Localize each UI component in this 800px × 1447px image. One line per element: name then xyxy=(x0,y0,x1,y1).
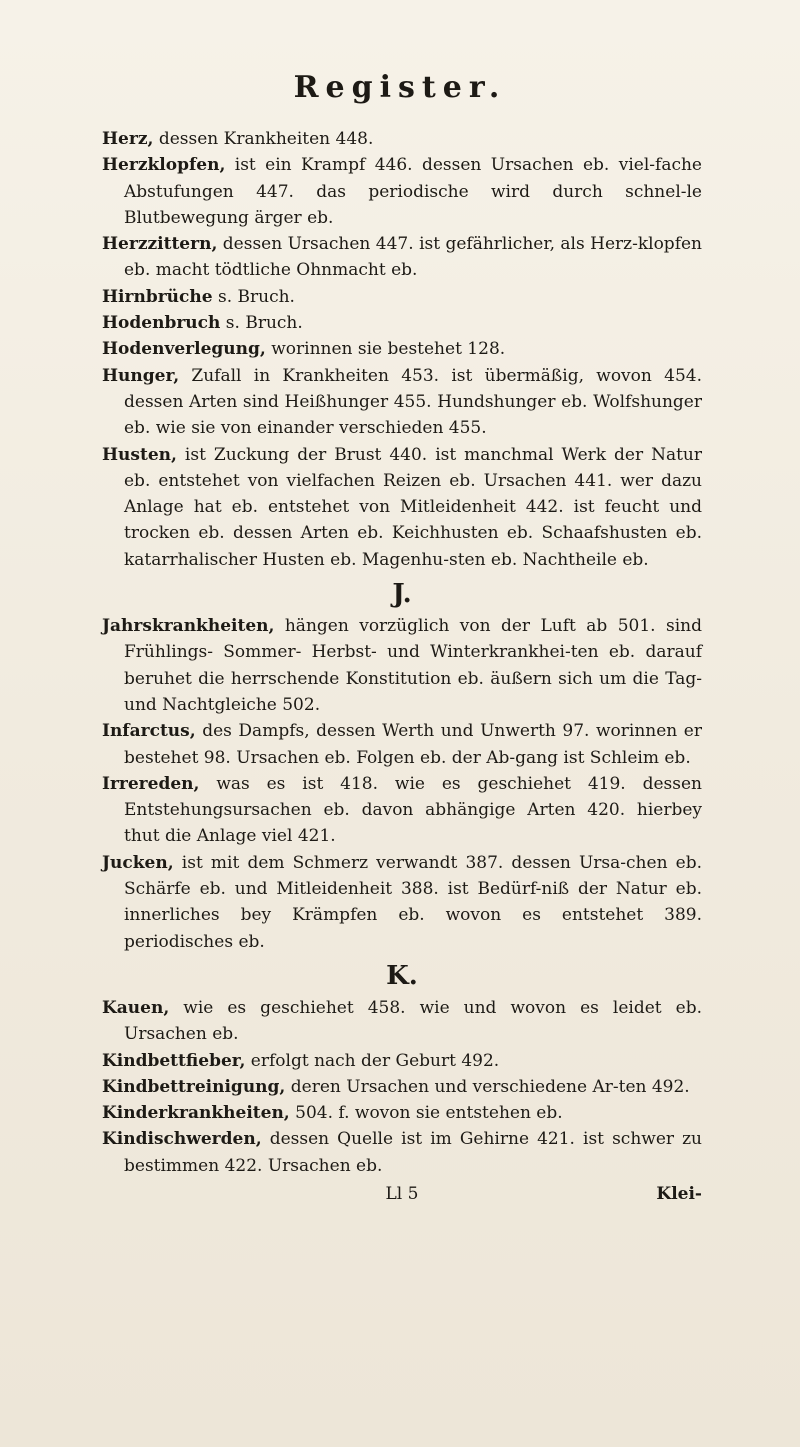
register-entry xyxy=(102,363,702,442)
entry-headword: Hirnbrüche xyxy=(102,286,213,307)
entry-text: 504. f. wovon sie entstehen eb. xyxy=(289,1103,563,1124)
entry-headword: Kindischwerden, xyxy=(102,1129,262,1150)
register-entry xyxy=(102,1048,702,1074)
entry-headword: Hunger, xyxy=(102,365,180,386)
entry-headword: Hodenbruch xyxy=(102,313,221,334)
entry-text: erfolgt nach der Geburt 492. xyxy=(245,1050,500,1071)
register-entry xyxy=(102,718,702,771)
register-entry xyxy=(102,126,702,152)
entry-text: worinnen sie bestehet 128. xyxy=(265,339,506,360)
signature-line xyxy=(102,1181,702,1207)
section-letter: J. xyxy=(392,579,412,610)
signature-mark: Ll 5 xyxy=(385,1183,419,1204)
catchword: Klei- xyxy=(656,1183,702,1204)
entry-headword: Kauen, xyxy=(102,997,170,1018)
entry-headword: Infarctus, xyxy=(102,721,196,742)
register-entry xyxy=(102,1074,702,1100)
entry-text: deren Ursachen und verschiedene Ar-ten 492. xyxy=(285,1076,690,1097)
entry-headword: Jahrskrankheiten, xyxy=(102,616,275,637)
entry-headword: Hodenverlegung, xyxy=(102,339,266,360)
entry-text: was es ist 418. wie es geschiehet 419. dessen Entstehungsursachen eb. davon abhängige Arten 420. hierbey thut die Anlage viel 421. xyxy=(124,773,702,847)
register-entry xyxy=(102,1126,702,1179)
entry-headword: Herz, xyxy=(102,129,154,149)
entry-text: dessen Krankheiten 448. xyxy=(153,129,374,149)
entry-text: ist mit dem Schmerz verwandt 387. dessen Ursa-chen eb. Schärfe eb. und Mitleidenheit 388. ist Bedürf-niß der Natur eb. innerliches bey Krämpfen eb. wovon es entstehet 389. periodisches eb. xyxy=(124,852,702,952)
section-letter: K. xyxy=(386,960,418,991)
entry-headword: Husten, xyxy=(102,444,177,465)
entry-headword: Irrereden, xyxy=(102,773,200,794)
register-entry xyxy=(102,1100,702,1126)
register-entry xyxy=(102,442,702,573)
entry-text: s. Bruch. xyxy=(212,286,295,307)
entry-headword: Kindbettreinigung, xyxy=(102,1076,286,1097)
entry-text: ist Zuckung der Brust 440. ist manchmal Werk der Natur eb. entstehet von vielfachen Reizen eb. Ursachen 441. wer dazu Anlage hat eb. entstehet von Mitleidenheit 442. ist feucht und trocken eb. dessen Arten eb. Keichhusten eb. Schaafshusten eb. katarrhalischer Husten eb. Magenhu-sten eb. Nachtheile eb. xyxy=(124,444,702,570)
entry-headword: Herzzittern, xyxy=(102,234,218,255)
entry-text: dessen Ursachen 447. ist gefährlicher, als Herz-klopfen eb. macht tödtliche Ohnmacht eb. xyxy=(124,234,702,281)
register-entry xyxy=(102,336,702,362)
entry-text: Zufall in Krankheiten 453. ist übermäßig, wovon 454. dessen Arten sind Heißhunger 455. Hundshunger eb. Wolfshunger eb. wie sie von einander verschieden 455. xyxy=(124,365,702,439)
register-entry xyxy=(102,310,702,336)
entry-text: dessen Quelle ist im Gehirne 421. ist schwer zu bestimmen 422. Ursachen eb. xyxy=(124,1129,702,1176)
register-entry xyxy=(102,613,702,718)
register-text xyxy=(102,126,702,1207)
entry-headword: Herzklopfen, xyxy=(102,155,226,176)
register-entry xyxy=(102,850,702,955)
entry-headword: Kinderkrankheiten, xyxy=(102,1103,290,1124)
register-entry xyxy=(102,995,702,1048)
entry-headword: Kindbettfieber, xyxy=(102,1050,246,1071)
register-entry xyxy=(102,231,702,284)
register-entry xyxy=(102,152,702,231)
register-entry xyxy=(102,771,702,850)
entry-text: wie es geschiehet 458. wie und wovon es leidet eb. Ursachen eb. xyxy=(124,997,702,1045)
entry-text: ist ein Krampf 446. dessen Ursachen eb. viel-fache Abstufungen 447. das periodische wird durch schnel-le Blutbewegung ärger eb. xyxy=(124,155,702,228)
entry-text: des Dampfs, dessen Werth und Unwerth 97. worinnen er bestehet 98. Ursachen eb. Folgen eb. der Ab-gang ist Schleim eb. xyxy=(124,721,702,768)
running-head: Register. xyxy=(293,70,507,105)
register-entry xyxy=(102,284,702,310)
entry-headword: Jucken, xyxy=(102,852,174,873)
entry-text: hängen vorzüglich von der Luft ab 501. sind Frühlings- Sommer- Herbst- und Winterkrankhei-ten eb. darauf beruhet die herrschende Konstitution eb. äußern sich um die Tag- und Nachtgleiche 502. xyxy=(124,616,702,715)
entry-text: s. Bruch. xyxy=(220,313,303,334)
